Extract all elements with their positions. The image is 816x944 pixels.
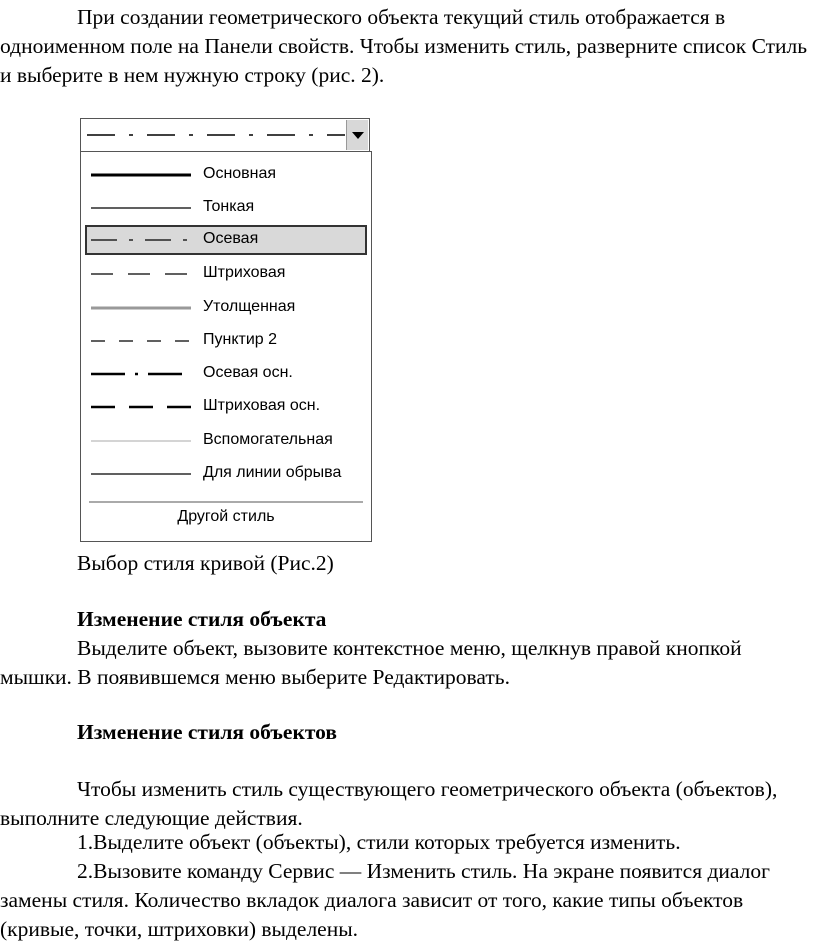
- chevron-down-icon: [352, 132, 364, 139]
- section-heading: Изменение стиля объекта: [77, 607, 327, 631]
- dashed-line-icon: [91, 272, 191, 276]
- style-item-dotted2[interactable]: [85, 326, 367, 356]
- style-list: [80, 151, 372, 542]
- style-item-auxiliary[interactable]: [85, 426, 367, 456]
- section-heading: Изменение стиля объектов: [77, 720, 337, 744]
- style-item-label: Вспомогательная: [203, 431, 333, 448]
- dash-dot-thick-line-icon: [91, 372, 191, 376]
- style-item-label: Тонкая: [203, 198, 255, 215]
- style-item-label: Утолщенная: [203, 298, 296, 315]
- dash-dot-line-icon: [91, 238, 191, 242]
- style-item-thickened[interactable]: [85, 293, 367, 323]
- thin-light-line-icon: [91, 439, 191, 443]
- figure-caption: Выбор стиля кривой (Рис.2): [77, 551, 334, 575]
- thin-solid-line-icon: [91, 206, 191, 210]
- style-item-thin[interactable]: [85, 193, 367, 223]
- style-item-dashed-main[interactable]: [85, 392, 367, 422]
- section-paragraph: Выделите объект, вызовите контекстное меню, щелкнув правой кнопкой мышки. В появившемся меню выберите Редактировать.: [0, 636, 742, 689]
- intro-paragraph: При создании геометрического объекта текущий стиль отображается в одноименном поле на Панели свойств. Чтобы изменить стиль, разверните список Стиль и выберите в нем нужную строку (рис. 2).: [0, 5, 808, 87]
- style-dropdown[interactable]: [80, 118, 372, 542]
- style-item-label: Штриховая осн.: [203, 397, 321, 414]
- style-item-axial-main[interactable]: [85, 359, 367, 389]
- style-item-label: Основная: [203, 165, 277, 182]
- other-style-button[interactable]: Другой стиль: [177, 508, 275, 525]
- style-item-dashed[interactable]: [85, 259, 367, 289]
- style-item-label: Пунктир 2: [203, 331, 278, 348]
- thin-solid-line-icon: [91, 472, 191, 476]
- style-item-label: Для линии обрыва: [203, 464, 342, 481]
- style-item-main[interactable]: [85, 160, 367, 190]
- section-paragraph: Чтобы изменить стиль существующего геометрического объекта (объектов), выполните следующие действия.: [0, 777, 778, 830]
- dash-dot-preview: [87, 134, 345, 136]
- dashed-thick-line-icon: [91, 405, 191, 409]
- style-item-axial[interactable]: [85, 225, 367, 255]
- thick-gray-line-icon: [91, 306, 191, 310]
- style-item-label: Осевая: [203, 230, 259, 247]
- list-divider: [89, 501, 363, 503]
- thick-solid-line-icon: [91, 173, 191, 177]
- style-item-label: Осевая осн.: [203, 364, 293, 381]
- step-item: 1.Выделите объект (объекты), стили которых требуется изменить.: [77, 830, 681, 854]
- dropdown-button[interactable]: [346, 120, 368, 150]
- style-combobox[interactable]: [80, 118, 370, 152]
- step-item: 2.Вызовите команду Сервис — Изменить стиль. На экране появится диалог замены стиля. Количество вкладок диалога зависит от того, какие типы объектов (кривые, точки, штриховки) выделены.: [0, 859, 770, 941]
- style-item-break-line[interactable]: [85, 459, 367, 489]
- style-item-label: Штриховая: [203, 264, 286, 281]
- dashed-fine-line-icon: [91, 339, 191, 343]
